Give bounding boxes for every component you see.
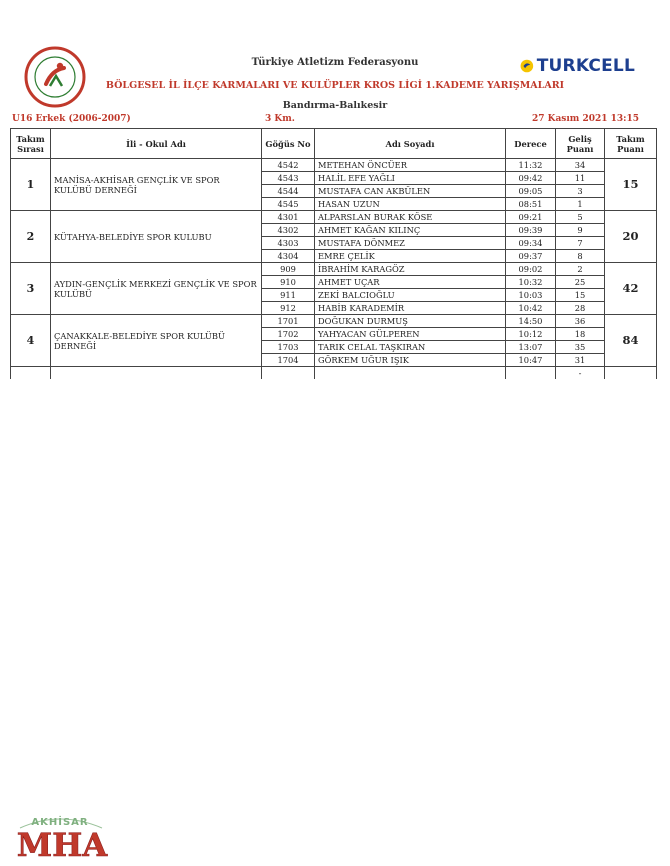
athlete-time: 10:32 xyxy=(506,276,556,289)
athlete-name: DOĞUKAN DURMUŞ xyxy=(315,315,506,328)
team-points: 42 xyxy=(605,263,657,315)
table-row xyxy=(11,315,657,328)
sponsor-name: TURKCELL xyxy=(536,56,635,76)
bib-number: 4302 xyxy=(262,224,315,237)
athlete-points: 18 xyxy=(556,328,605,341)
athlete-points: 2 xyxy=(556,263,605,276)
athlete-time: 09:39 xyxy=(506,224,556,237)
athlete-name: GÖRKEM UĞUR IŞIK xyxy=(315,354,506,367)
federation-logo xyxy=(24,46,86,108)
mha-title: MHA xyxy=(16,826,108,862)
table-row xyxy=(11,263,657,276)
athlete-time: 09:05 xyxy=(506,185,556,198)
team-rank: 2 xyxy=(11,211,51,263)
athlete-name: EMRE ÇELİK xyxy=(315,250,506,263)
athlete-points: 3 xyxy=(556,185,605,198)
col-bib: Göğüs No xyxy=(262,129,315,159)
athlete-time: 10:47 xyxy=(506,354,556,367)
athlete-time: 08:51 xyxy=(506,198,556,211)
bib-number: 4543 xyxy=(262,172,315,185)
athlete-time: 09:21 xyxy=(506,211,556,224)
athlete-name: İBRAHİM KARAGÖZ xyxy=(315,263,506,276)
mha-subtitle: AKHİSAR xyxy=(31,817,89,828)
athlete-name: HALİL EFE YAĞLI xyxy=(315,172,506,185)
bib-number: 911 xyxy=(262,289,315,302)
team-rank: 1 xyxy=(11,159,51,211)
bib-number: 1703 xyxy=(262,341,315,354)
bib-number: 4301 xyxy=(262,211,315,224)
mha-watermark-logo xyxy=(10,808,120,862)
athlete-time: 10:12 xyxy=(506,328,556,341)
bib-number: 1702 xyxy=(262,328,315,341)
distance: 3 Km. xyxy=(265,114,295,124)
athlete-time: 09:34 xyxy=(506,237,556,250)
athlete-name: TARIK CELAL TAŞKIRAN xyxy=(315,341,506,354)
athlete-points: 7 xyxy=(556,237,605,250)
club-name: KÜTAHYA-BELEDİYE SPOR KULUBU xyxy=(51,211,262,263)
competition-title: BÖLGESEL İL İLÇE KARMALARI VE KULÜPLER KROS LİGİ 1.KADEME YARIŞMALARI xyxy=(105,80,565,91)
athlete-time: 09:37 xyxy=(506,250,556,263)
athlete-points: 28 xyxy=(556,302,605,315)
date-time: 27 Kasım 2021 13:15 xyxy=(532,114,640,124)
athlete-time: 10:03 xyxy=(506,289,556,302)
team-points: 84 xyxy=(605,315,657,367)
table-header-row xyxy=(11,129,657,159)
team-rank: 4 xyxy=(11,315,51,367)
athlete-name: YAHYACAN GÜLPEREN xyxy=(315,328,506,341)
col-club: İli - Okul Adı xyxy=(51,129,262,159)
athlete-points: 15 xyxy=(556,289,605,302)
bib-number: 4542 xyxy=(262,159,315,172)
athlete-time: 14:50 xyxy=(506,315,556,328)
athlete-points: 34 xyxy=(556,159,605,172)
team-points: 15 xyxy=(605,159,657,211)
athlete-name: HASAN UZUN xyxy=(315,198,506,211)
athlete-points: 31 xyxy=(556,354,605,367)
club-name: MANİSA-AKHİSAR GENÇLİK VE SPOR KULÜBÜ DERNEĞİ xyxy=(51,159,262,211)
results-table xyxy=(10,128,657,379)
athlete-name: HABİB KARADEMİR xyxy=(315,302,506,315)
athlete-name: AHMET UÇAR xyxy=(315,276,506,289)
athlete-points: 8 xyxy=(556,250,605,263)
bib-number: 4304 xyxy=(262,250,315,263)
athlete-name: ZEKİ BALCIOĞLU xyxy=(315,289,506,302)
bib-number: 4544 xyxy=(262,185,315,198)
bib-number: 4303 xyxy=(262,237,315,250)
athlete-name: METEHAN ÖNCÜER xyxy=(315,159,506,172)
category: U16 Erkek (2006-2007) xyxy=(12,114,131,124)
bib-number: 909 xyxy=(262,263,315,276)
federation-title: Türkiye Atletizm Federasyonu xyxy=(251,57,419,68)
athlete-time: 09:02 xyxy=(506,263,556,276)
col-team-points: Takım Puanı xyxy=(605,129,657,159)
athlete-points: 36 xyxy=(556,315,605,328)
athlete-time: 09:42 xyxy=(506,172,556,185)
bib-number: 1701 xyxy=(262,315,315,328)
table-row-empty xyxy=(11,367,657,380)
table-row xyxy=(11,211,657,224)
athlete-time: 13:07 xyxy=(506,341,556,354)
athlete-name: MUSTAFA CAN AKBÜLEN xyxy=(315,185,506,198)
athlete-time: 10:42 xyxy=(506,302,556,315)
col-place-points: Geliş Puanı xyxy=(556,129,605,159)
athlete-points: 25 xyxy=(556,276,605,289)
team-rank: 3 xyxy=(11,263,51,315)
bib-number: 910 xyxy=(262,276,315,289)
athlete-time: 11:32 xyxy=(506,159,556,172)
athlete-points: 5 xyxy=(556,211,605,224)
athlete-points: 35 xyxy=(556,341,605,354)
venue: Bandırma-Balıkesir xyxy=(282,100,388,111)
col-name: Adı Soyadı xyxy=(315,129,506,159)
athlete-points: - xyxy=(556,367,605,380)
athlete-name: MUSTAFA DÖNMEZ xyxy=(315,237,506,250)
col-time: Derece xyxy=(506,129,556,159)
bib-number: 912 xyxy=(262,302,315,315)
athlete-name: AHMET KAĞAN KILINÇ xyxy=(315,224,506,237)
bib-number: 4545 xyxy=(262,198,315,211)
club-name: AYDIN-GENÇLİK MERKEZİ GENÇLİK VE SPOR KULÜBÜ xyxy=(51,263,262,315)
athlete-points: 11 xyxy=(556,172,605,185)
club-name: ÇANAKKALE-BELEDİYE SPOR KULÜBÜ DERNEĞİ xyxy=(51,315,262,367)
team-points: 20 xyxy=(605,211,657,263)
col-team-rank: Takım Sırası xyxy=(11,129,51,159)
table-row xyxy=(11,159,657,172)
athlete-points: 1 xyxy=(556,198,605,211)
athlete-name: ALPARSLAN BURAK KÖSE xyxy=(315,211,506,224)
bib-number: 1704 xyxy=(262,354,315,367)
athlete-points: 9 xyxy=(556,224,605,237)
